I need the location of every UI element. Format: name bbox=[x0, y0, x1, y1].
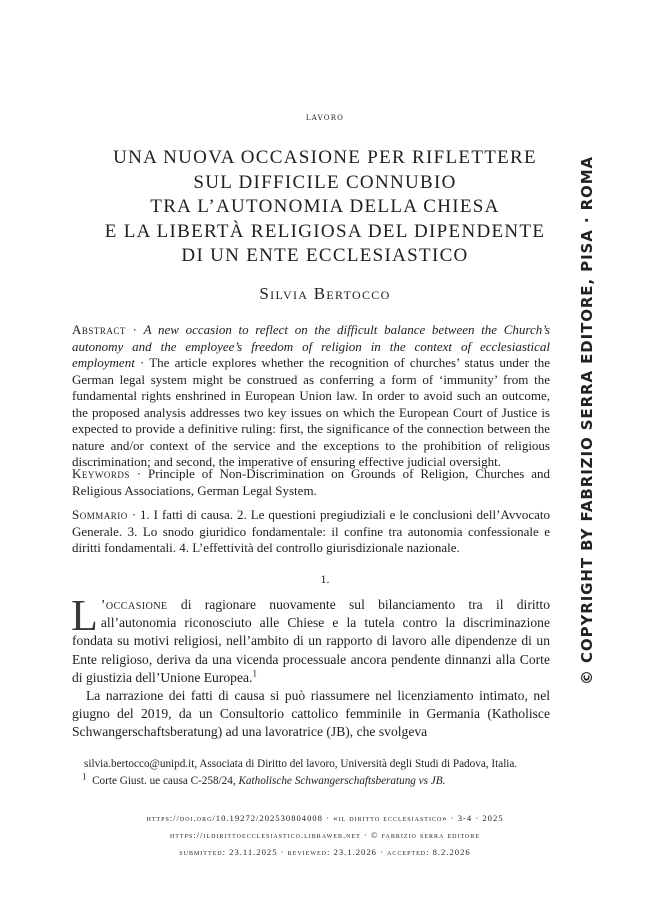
sommario-label: Sommario bbox=[72, 507, 128, 522]
abstract bbox=[72, 322, 550, 471]
paragraph-1 bbox=[71, 591, 550, 687]
footnote-ref[interactable]: 1 bbox=[252, 668, 257, 679]
footnotes bbox=[72, 756, 550, 790]
abstract-title-en: A new occasion to reflect on the difficult balance between the Church’s autonomy and the employee’s freedom of religion in the context of ecclesiastical employment bbox=[72, 322, 550, 370]
drop-cap: L bbox=[71, 591, 98, 640]
title-line: TRA L’AUTONOMIA DELLA CHIESA bbox=[150, 196, 500, 217]
footnote-1-italic: Katholische Schwangerschaftsberatung vs JB. bbox=[238, 775, 446, 787]
keywords-label: Keywords bbox=[72, 466, 130, 481]
title-line: SUL DIFFICILE CONNUBIO bbox=[193, 171, 457, 193]
paragraph-2: La narrazione dei fatti di causa si può riassumere nel licenziamento intimato, nel giugno del 2019, da un Consultorio cattolico femminile in Germania (Katholisce Schwangerschaftsberatung) ad una lavoratrice (JB), che svolgeva bbox=[72, 688, 550, 740]
article-title bbox=[40, 146, 610, 269]
footnote-1 bbox=[82, 773, 550, 790]
sommario-text: · 1. I fatti di causa. 2. Le questioni pregiudiziali e le conclusioni dell’Avvocato Generale. 3. Lo snodo giuridico fondamentale: il confine tra autonomia confessionale e diritti fondamentali. 4. L’effettività del controllo giurisdizionale nazionale. bbox=[72, 507, 550, 555]
keywords-text: · Principle of Non-Discrimination on Grounds of Religion, Churches and Religious Associations, German Legal System. bbox=[72, 466, 550, 498]
dates-line: submitted: 23.11.2025 · reviewed: 23.1.2026 · accepted: 8.2.2026 bbox=[179, 847, 471, 857]
abstract-text: · The article explores whether the recognition of churches’ status under the German legal system might be construed as conferring a form of ‘immunity’ from the fundamental rights enshrined in European Union law. In order to avoid such an outcome, the proposed analysis addresses two key issues on which the European Court of Justice is expected to provide a definitive ruling: first, the significance of the connection between the nature and/or context of the service and the exceptions to the prohibition of religious discrimination; and second, the imperative of ensuring effective judicial oversight. bbox=[72, 355, 550, 469]
paragraph-1-text: di ragionare nuovamente sul bilanciamento tra il diritto all’autonomia riconosciuto alle Chiese e la tutela contro la discriminazione fondata su motivi religiosi, nell’ambito di un rapporto di lavoro alle dipendenze di un Ente religioso, deriva da una vicenda processuale ancora pendente dinnanzi alla Corte di giustizia dell’Unione Europea. bbox=[72, 597, 550, 685]
footnote-1-text: Corte Giust. ue causa C-258/24, bbox=[92, 775, 239, 787]
copyright-watermark: © COPYRIGHT BY FABRIZIO SERRA EDITORE, PISA · ROMA bbox=[578, 155, 596, 685]
author-note: silvia.bertocco@unipd.it, Associata di Diritto del lavoro, Università degli Studi di Padova, Italia. bbox=[84, 758, 518, 770]
lead-smallcaps: ’occasione bbox=[100, 597, 168, 612]
doi-line: https://doi.org/10.19272/202530804008 · «il diritto ecclesiastico» · 3-4 · 2025 bbox=[146, 813, 504, 823]
author-name: Silvia Bertocco bbox=[259, 284, 391, 303]
title-line: UNA NUOVA OCCASIONE PER RIFLETTERE bbox=[113, 147, 537, 168]
section-number: 1. bbox=[320, 572, 330, 586]
body-text bbox=[71, 591, 550, 742]
website-line: https://ildirittoecclesiastico.libraweb.net · © fabrizio serra editore bbox=[169, 830, 481, 840]
keywords bbox=[72, 466, 550, 499]
title-line: DI UN ENTE ECCLESIASTICO bbox=[181, 245, 469, 266]
abstract-label: Abstract bbox=[72, 322, 126, 337]
abstract-separator: · bbox=[125, 322, 144, 337]
sommario bbox=[72, 507, 550, 557]
section-label: lavoro bbox=[305, 112, 345, 123]
footnote-marker: 1 bbox=[82, 771, 87, 782]
title-line: E LA LIBERTÀ RELIGIOSA DEL DIPENDENTE bbox=[104, 220, 546, 242]
